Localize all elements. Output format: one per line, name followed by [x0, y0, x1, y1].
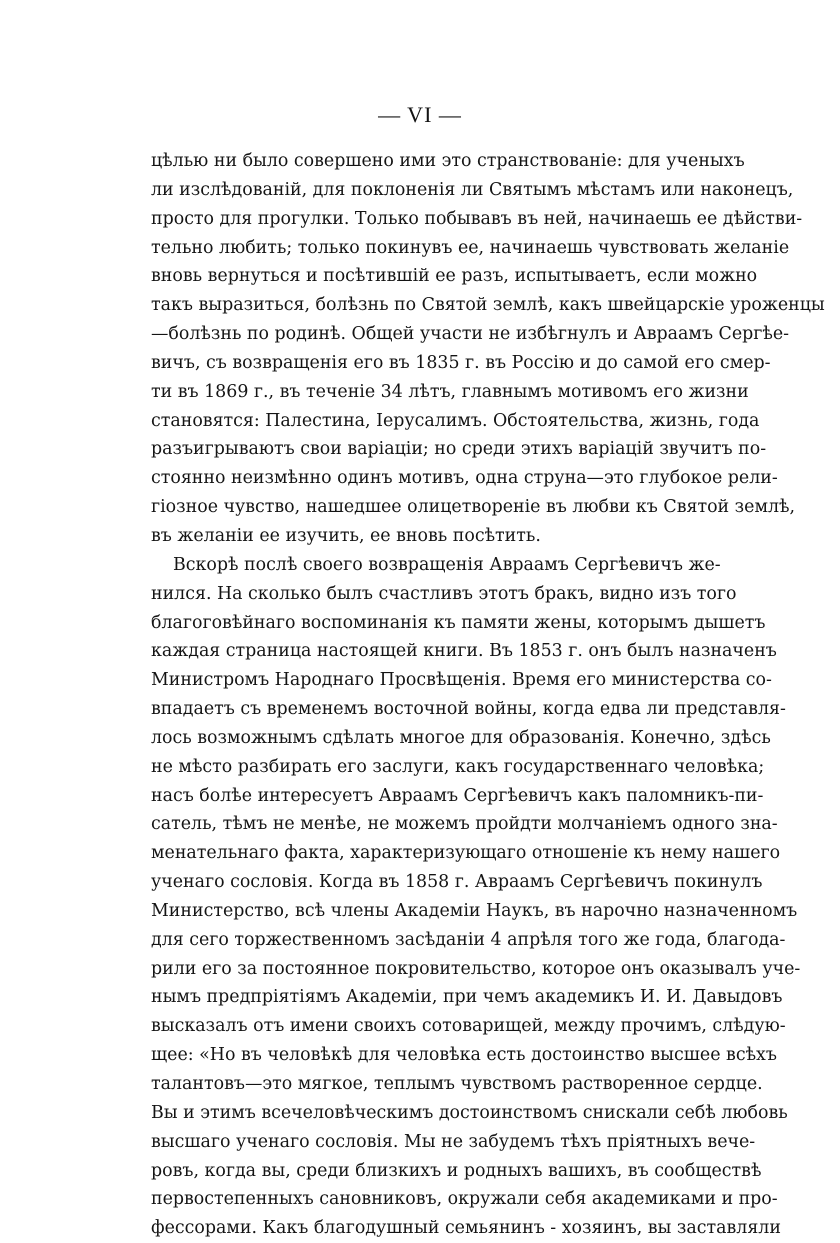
text-line: ти въ 1869 г., въ теченіе 34 лѣтъ, главнымъ мотивомъ его жизни — [151, 381, 749, 402]
text-line: становятся: Палестина, Іерусалимъ. Обстоятельства, жизнь, года — [151, 410, 760, 431]
text-line: вновь вернуться и посѣтившій ее разъ, испытываетъ, если можно — [151, 266, 758, 287]
text-line: высказалъ отъ имени своихъ сотоварищей, между прочимъ, слѣдую- — [151, 1016, 786, 1037]
text-line: рили его за постоянное покровительство, которое онъ оказывалъ уче- — [151, 958, 801, 979]
text-line: благоговѣйнаго воспоминанія къ памяти жены, которымъ дышетъ — [151, 612, 766, 633]
text-line: просто для прогулки. Только побывавъ въ ней, начинаешь ее дѣйстви- — [151, 208, 803, 229]
text-line: Министромъ Народнаго Просвѣщенія. Время его министерства со- — [151, 670, 772, 691]
page-number: — VI — — [378, 102, 462, 127]
text-line: первостепенныхъ сановниковъ, окружали себя академиками и про- — [151, 1189, 778, 1210]
text-line: ровъ, когда вы, среди близкихъ и родныхъ вашихъ, въ сообществѣ — [151, 1160, 762, 1181]
text-line: менательнаго факта, характеризующаго отношеніе къ нему нашего — [151, 843, 781, 864]
text-line: ли изслѣдованій, для поклоненія ли Святымъ мѣстамъ или наконецъ, — [151, 179, 794, 200]
text-line: такъ выразиться, болѣзнь по Святой землѣ, какъ швейцарскіе уроженцы — [151, 295, 825, 316]
text-line: фессорами. Какъ благодушный семьянинъ - хозяинъ, вы заставляли — [151, 1218, 781, 1239]
text-line: —болѣзнь по родинѣ. Общей участи не избѣгнулъ и Авраамъ Сергѣе- — [151, 324, 790, 345]
text-line: Министерство, всѣ члены Академіи Наукъ, въ нарочно назначенномъ — [151, 900, 798, 921]
text-line: для сего торжественномъ засѣданіи 4 апрѣля того же года, благода- — [151, 929, 786, 950]
text-line: Вы и этимъ всечеловѣческимъ достоинствомъ снискали себѣ любовь — [151, 1102, 788, 1123]
paragraph-1 — [151, 147, 825, 551]
paragraph-2 — [151, 551, 801, 1243]
text-line: талантовъ—это мягкое, теплымъ чувствомъ растворенное сердце. — [151, 1074, 763, 1094]
text-line: цѣлью ни было совершено ими это странствованіе: для ученыхъ — [151, 151, 745, 171]
text-line: насъ болѣе интересуетъ Авраамъ Сергѣевичъ какъ паломникъ-пи- — [151, 785, 764, 806]
text-line: гіозное чувство, нашедшее олицетвореніе въ любви къ Святой землѣ, — [151, 497, 796, 518]
text-line: сатель, тѣмъ не менѣе, не можемъ пройдти молчаніемъ одного зна- — [151, 814, 778, 835]
text-line: стоянно неизмѣнно одинъ мотивъ, одна струна—это глубокое рели- — [151, 468, 778, 489]
body-text — [151, 147, 825, 1243]
text-line: въ желаніи ее изучить, ее вновь посѣтить. — [151, 525, 541, 546]
text-line: впадаетъ съ временемъ восточной войны, когда едва ли представля- — [151, 699, 786, 720]
text-line: лось возможнымъ сдѣлать многое для образованія. Конечно, здѣсь — [151, 727, 771, 748]
text-line: щее: «Но въ человѣкѣ для человѣка есть достоинство высшее всѣхъ — [151, 1045, 777, 1066]
text-line: тельно любить; только покинувъ ее, начинаешь чувствовать желаніе — [151, 237, 790, 258]
text-line: нымъ предпріятіямъ Академіи, при чемъ академикъ И. И. Давыдовъ — [151, 987, 783, 1008]
text-line: нился. На сколько былъ счастливъ этотъ бракъ, видно изъ того — [151, 583, 737, 604]
text-line: не мѣсто разбирать его заслуги, какъ государственнаго человѣка; — [151, 756, 765, 777]
text-line: ученаго сословія. Когда въ 1858 г. Авраамъ Сергѣевичъ покинулъ — [151, 872, 763, 893]
text-line: Вскорѣ послѣ своего возвращенія Авраамъ Сергѣевичъ же- — [173, 554, 721, 575]
text-line: каждая страница настоящей книги. Въ 1853 г. онъ былъ назначенъ — [151, 641, 777, 662]
text-line: высшаго ученаго сословія. Мы не забудемъ тѣхъ пріятныхъ вече- — [151, 1131, 756, 1152]
text-line: разъигрываютъ свои варіаціи; но среди этихъ варіацій звучитъ по- — [151, 439, 767, 460]
text-line: вичъ, съ возвращенія его въ 1835 г. въ Россію и до самой его смер- — [151, 352, 771, 373]
